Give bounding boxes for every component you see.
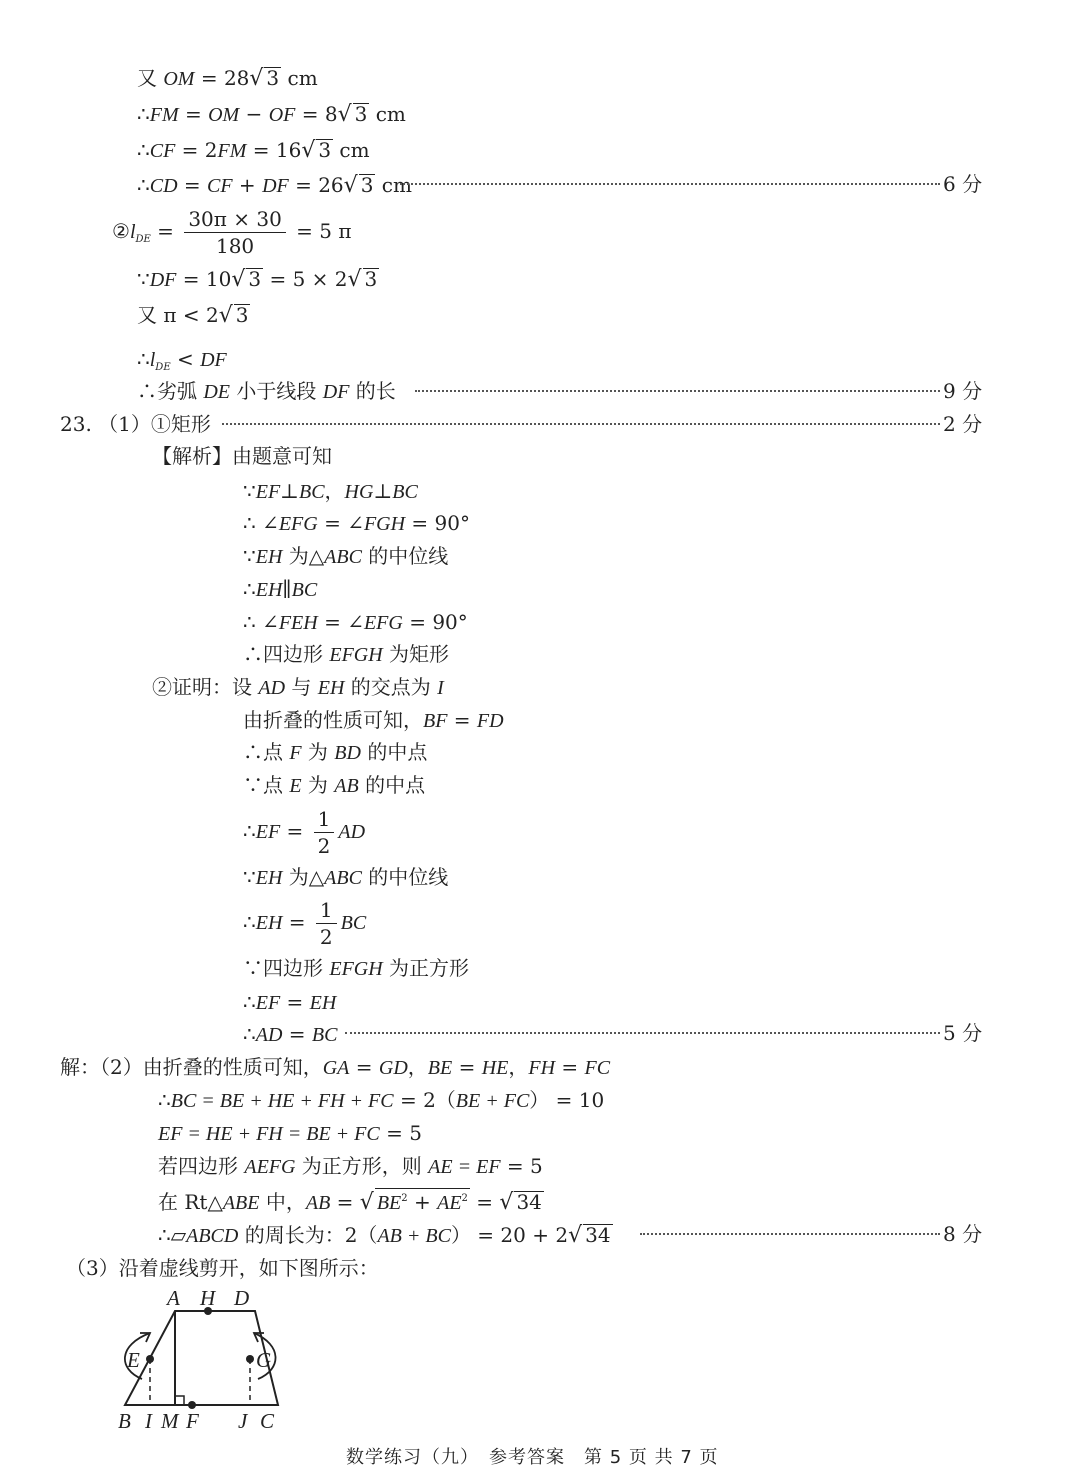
line-perimeter: ∴▱ABCD 的周长为：2（AB + BC） = 20 + 2√ 34 xyxy=(158,1223,611,1248)
point-e xyxy=(146,1355,154,1363)
parallelogram-icon: ▱ xyxy=(170,1223,187,1247)
label-m: M xyxy=(161,1409,179,1433)
score-6: 6 分 xyxy=(943,172,983,196)
line-eh-half-bc: ∴EH = $\frac{1}{2}$ BC xyxy=(243,898,367,949)
score-leader xyxy=(222,423,940,427)
label-j: J xyxy=(238,1409,248,1433)
analysis-heading: 【解析】由题意可知 xyxy=(152,444,332,468)
proof-heading: ②证明：设 AD 与 EH 的交点为 I xyxy=(152,675,444,699)
line-if-square: 若四边形 AEFG 为正方形，则 AE = EF = 5 xyxy=(158,1154,543,1178)
label-a: A xyxy=(167,1286,180,1310)
line-conclusion-arc: ∴劣弧 DE 小于线段 DF 的长 xyxy=(137,379,396,403)
line-pythagoras: 在 Rt△ABE 中，AB = √ $BE^2 + AE^2$ = √ 34 xyxy=(158,1190,542,1215)
line-midline: ∵EH 为△ABC 的中位线 xyxy=(243,544,449,568)
right-angle-mark xyxy=(175,1396,184,1405)
score-8: 8 分 xyxy=(943,1222,983,1246)
line-arc-lt: $\therefore l_{DE}$ < DF xyxy=(137,347,227,373)
score-2: 2 分 xyxy=(943,412,983,436)
line-midpoint-e: ∵点 E 为 AB 的中点 xyxy=(243,773,426,797)
score-5: 5 分 xyxy=(943,1021,983,1045)
point-g xyxy=(246,1355,254,1363)
line-cf: ∴CF = 2FM = 16√ 3 cm xyxy=(137,138,370,163)
line-pi: 又 π < 2√ 3 xyxy=(137,303,249,328)
score-leader xyxy=(415,390,940,394)
line-angles-90: ∴ ∠EFG = ∠FGH = 90° xyxy=(243,511,470,535)
label-f: F xyxy=(186,1409,199,1433)
line-ef-half-ad: ∴EF = $\frac{1}{2}$ AD xyxy=(243,807,366,858)
fraction: $\frac{1}{2}$ xyxy=(316,897,337,950)
point-f xyxy=(188,1401,196,1409)
label-b: B xyxy=(118,1409,131,1433)
trapezoid-figure xyxy=(100,1285,400,1435)
line-fm: ∴FM = OM − OF = 8√ 3 cm xyxy=(137,102,406,127)
line-perpendicular: ∵EF⊥BC，HG⊥BC xyxy=(243,479,418,503)
line-fold-bf: 由折叠的性质可知，BF = FD xyxy=(243,708,504,732)
part-2-heading: 解：（2）由折叠的性质可知，GA = GD，BE = HE，FH = FC xyxy=(60,1055,611,1079)
line-df: ∵DF = 10√ 3 = 5 × 2√ 3 xyxy=(137,267,378,292)
line-midline-2: ∵EH 为△ABC 的中位线 xyxy=(243,865,449,889)
line-arc-length: $②l_{DE}$ = $\frac{30\pi \times 30}{180}$ = 5 π xyxy=(112,207,352,258)
score-leader xyxy=(345,1032,940,1036)
line-ad-bc: ∴AD = BC xyxy=(243,1022,338,1046)
label-i: I xyxy=(145,1409,152,1433)
score-leader xyxy=(640,1233,940,1237)
line-parallel: ∴EH∥BC xyxy=(243,577,318,601)
page-footer: 数学练习（九） 参考答案 第 5 页 共 7 页 xyxy=(346,1447,719,1468)
line-bc-sum: ∴BC = BE + HE + FH + FC = 2（BE + FC） = 10 xyxy=(158,1088,605,1112)
score-9: 9 分 xyxy=(943,379,983,403)
label-e: E xyxy=(127,1348,140,1372)
line-angle-feh: ∴ ∠FEH = ∠EFG = 90° xyxy=(243,610,468,634)
question-23-heading: 23. （1）①矩形 xyxy=(60,412,211,436)
line-rectangle: ∴四边形 EFGH 为矩形 xyxy=(243,642,450,666)
line-square: ∵四边形 EFGH 为正方形 xyxy=(243,956,470,980)
label-h: H xyxy=(200,1286,216,1310)
line-om: 又 OM = 28√ 3 cm xyxy=(137,66,318,91)
fraction: $\frac{30\pi \times 30}{180}$ xyxy=(184,206,286,259)
part-3-heading: （3）沿着虚线剪开，如下图所示： xyxy=(66,1256,379,1280)
line-cd: ∴CD = CF + DF = 26√ 3 cm xyxy=(137,173,412,198)
line-ef-eh: ∴EF = EH xyxy=(243,990,337,1014)
line-ef-sum: EF = HE + FH = BE + FC = 5 xyxy=(158,1121,422,1145)
score-leader xyxy=(400,183,940,187)
label-d: D xyxy=(234,1286,250,1310)
label-c: C xyxy=(260,1409,275,1433)
fraction: $\frac{1}{2}$ xyxy=(314,806,335,859)
line-midpoint-f: ∴点 F 为 BD 的中点 xyxy=(243,740,428,764)
label-g: G xyxy=(256,1348,272,1372)
